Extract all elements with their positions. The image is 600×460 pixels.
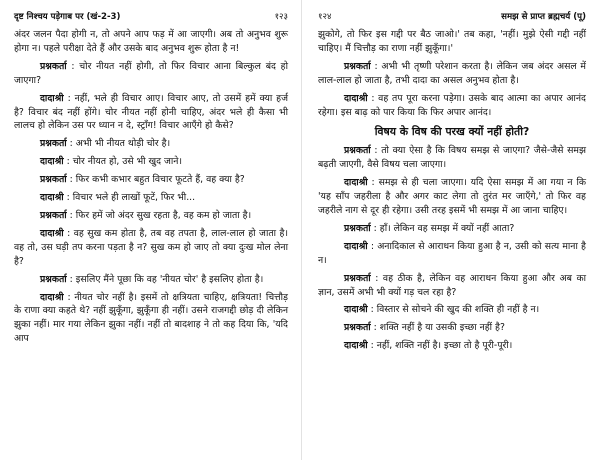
paragraph-text: अंदर जलन पैदा होगी न, तो अपने आप फड़ में आ जाएगी। अब तो अनुभव शुरू होगा न। पहले परीक्षा देते हैं और उसके बाद अनुभव शुरू होता है न! xyxy=(14,29,288,54)
dialogue-paragraph xyxy=(318,303,586,317)
speaker-label: दादाश्री xyxy=(40,192,64,204)
speaker-label: प्रश्नकर्ता xyxy=(40,174,67,186)
paragraph-text: : अभी भी नीयत थोड़ी चोर है। xyxy=(66,138,171,150)
paragraph-text: : वह सुख कम होता है, तब वह तपता है, लाल-लाल हो जाता है। वह तो, उस घड़ी तप करना पड़ता है न? सुख कम हो जाए तो क्या दुःख मोल लेना है? xyxy=(14,227,288,267)
right-page-header xyxy=(318,10,586,22)
right-running-title: समझ से प्राप्त ब्रह्मचर्य (पू) xyxy=(501,12,586,22)
paragraph-text: : चोर नीयत हो, उसे भी खुद जाने। xyxy=(63,156,182,168)
paragraph-text: : समझ से ही चला जाएगा। यदि ऐसा समझ में आ गया न कि 'यह साँप जहरीला है और अगर काट लेगा तो तुरंत मर जाएँगे,' तो फिर वह जहरीले नाग से दूर ही रहेगा। उसी तरह इसमें भी समझ में आ जाना चाहिए। xyxy=(318,177,586,216)
left-page-header xyxy=(14,10,288,22)
dialogue-paragraph xyxy=(318,272,586,300)
paragraph-text: : चोर नीयत नहीं होगी, तो फिर विचार आना बिल्कुल बंद हो जाएगा? xyxy=(14,60,288,86)
dialogue-paragraph xyxy=(14,173,288,187)
dialogue-paragraph xyxy=(318,60,586,88)
dialogue-paragraph xyxy=(318,222,586,236)
speaker-label: प्रश्नकर्ता xyxy=(344,272,371,284)
paragraph-text: : नीयत चोर नहीं है। इसमें तो क्षत्रियता चाहिए, क्षत्रियता! चित्तौड़ के राणा क्या कहते थे? नहीं झुकूँगा, झुकूँगा ही नहीं। उसने राजगद्दी छोड़ दी लेकिन झुका नहीं। मार गया लेकिन झुका नहीं। नहीं तो बादशाह ने तो कह दिया कि, 'यदि आप xyxy=(14,291,288,345)
paragraph-text: : विस्तार से सोचने की खुद की शक्ति ही नहीं है न। xyxy=(367,304,540,316)
speaker-label: दादाश्री xyxy=(344,177,368,189)
speaker-label: दादाश्री xyxy=(344,340,368,352)
dialogue-paragraph xyxy=(318,176,586,218)
left-running-title: दृष्ट निश्चय पड़ेगाब पर (खं-2-3) xyxy=(14,12,121,22)
paragraph-text: : शक्ति नहीं है या उसकी इच्छा नहीं है? xyxy=(370,322,505,334)
dialogue-paragraph xyxy=(14,60,288,88)
speaker-label: प्रश्नकर्ता xyxy=(344,222,371,234)
paragraph-text: : नहीं, भले ही विचार आए। विचार आए, तो उसमें हमें क्या हर्ज है? विचार बंद नहीं होंगे। चोर नीयत नहीं होनी चाहिए, अंदर भले ही कैसा भी लालच हो लेकिन उस पर ध्यान न दे, स्ट्रॉंग! विचार आएँगे हो कैसे? xyxy=(14,92,288,132)
dialogue-paragraph xyxy=(14,28,288,56)
paragraph-text: : अनादिकाल से आराधन किया हुआ है न, उसी को सत्य माना है न। xyxy=(318,240,586,266)
section-heading: विषय के विष की परख क्यों नहीं होती? xyxy=(374,125,530,139)
dialogue-paragraph xyxy=(14,191,288,205)
speaker-label: प्रश्नकर्ता xyxy=(344,60,371,72)
paragraph-text: : नहीं, शक्ति नहीं है। इच्छा तो है पूरी-पूरी। xyxy=(367,340,513,352)
speaker-label: दादाश्री xyxy=(344,240,368,252)
paragraph-text: : तो क्या ऐसा है कि विषय समझ से जाएगा? जैसे-जैसे समझ बढ़ती जाएगी, वैसे विषय चला जाएगा। xyxy=(318,145,586,171)
dialogue-paragraph xyxy=(318,321,586,335)
paragraph-text: झुकोगे, तो फिर इस गद्दी पर बैठ जाओ।' तब कहा, 'नहीं। मुझे ऐसी गद्दी नहीं चाहिए। मैं चित्तौड़ का राणा नहीं झुकूँगा।' xyxy=(318,29,586,54)
right-page xyxy=(302,0,600,460)
speaker-label: दादाश्री xyxy=(40,291,64,303)
speaker-label: प्रश्नकर्ता xyxy=(40,209,67,221)
left-page-body xyxy=(14,28,288,346)
paragraph-text: : वह तप पूरा करना पड़ेगा। उसके बाद आत्मा का अपार आनंद रहेगा। इस बाढ़ को पार किया कि फिर अपार आनंद। xyxy=(318,92,586,118)
speaker-label: प्रश्नकर्ता xyxy=(40,60,67,72)
speaker-label: दादाश्री xyxy=(40,227,64,239)
paragraph-text: : अभी भी तृष्णी परेशान करता है। लेकिन जब अंदर असल में लाल-लाल हो जाता है, तभी दादा का असल अनुभव होता है। xyxy=(318,60,586,86)
speaker-label: दादाश्री xyxy=(344,92,368,104)
dialogue-paragraph xyxy=(318,92,586,120)
dialogue-paragraph xyxy=(14,155,288,169)
right-page-number: १२४ xyxy=(318,12,332,22)
speaker-label: दादाश्री xyxy=(344,304,368,316)
dialogue-paragraph xyxy=(14,273,288,287)
dialogue-paragraph xyxy=(14,92,288,134)
paragraph-text: : हाँ। लेकिन वह समझ में क्यों नहीं आता? xyxy=(370,222,515,234)
dialogue-paragraph xyxy=(14,137,288,151)
dialogue-paragraph xyxy=(14,209,288,223)
paragraph-text: : विचार भले ही लाखों फूटें, फिर भी... xyxy=(63,192,196,204)
dialogue-paragraph xyxy=(318,240,586,268)
paragraph-text: : फिर कभी कभार बहुत विचार फूटते हैं, वह क्या है? xyxy=(66,174,245,186)
dialogue-paragraph xyxy=(318,339,586,353)
speaker-label: प्रश्नकर्ता xyxy=(344,322,371,334)
speaker-label: दादाश्री xyxy=(40,156,64,168)
left-page-number: १२३ xyxy=(274,12,288,22)
dialogue-paragraph xyxy=(14,291,288,347)
paragraph-text: : वह ठीक है, लेकिन वह आराधन किया हुआ और अब का ज्ञान, उसमें अभी भी क्यों गड़ चल रहा है? xyxy=(318,272,586,298)
speaker-label: प्रश्नकर्ता xyxy=(40,273,67,285)
right-page-body xyxy=(318,28,586,353)
dialogue-paragraph xyxy=(318,144,586,172)
speaker-label: प्रश्नकर्ता xyxy=(40,138,67,150)
paragraph-text: : इसलिए मैंने पूछा कि वह 'नीयत चोर' है इसलिए होता है। xyxy=(66,273,264,285)
paragraph-text: : फिर हमें जो अंदर सुख रहता है, वह कम हो जाता है। xyxy=(66,209,252,221)
dialogue-paragraph xyxy=(14,227,288,269)
speaker-label: प्रश्नकर्ता xyxy=(344,145,371,157)
speaker-label: दादाश्री xyxy=(40,92,64,104)
dialogue-paragraph xyxy=(318,28,586,56)
